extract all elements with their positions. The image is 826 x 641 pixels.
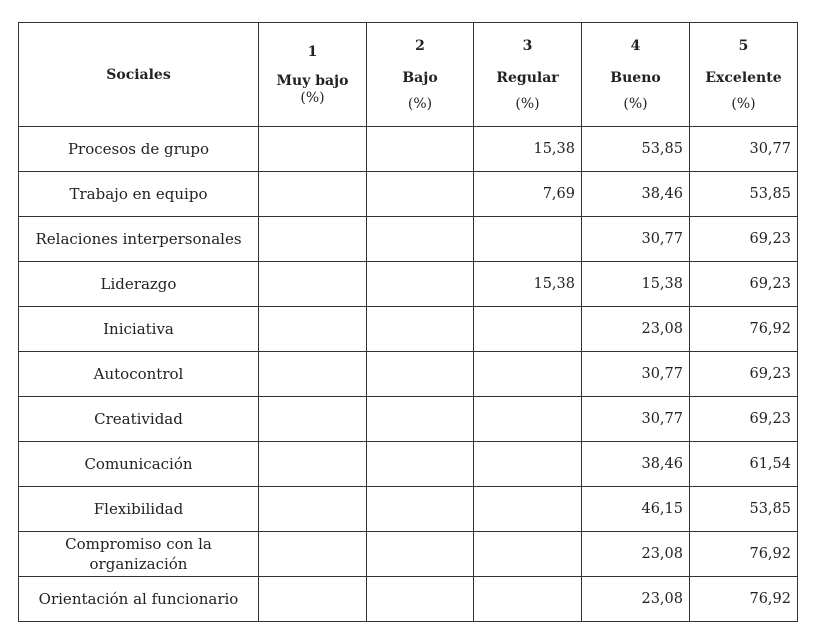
column-number: 3 bbox=[522, 37, 533, 54]
column-number: 1 bbox=[307, 43, 318, 60]
table-cell-col-1 bbox=[259, 577, 367, 622]
row-label: Procesos de grupo bbox=[19, 127, 259, 172]
table-cell-col-1 bbox=[259, 352, 367, 397]
table-cell-col-4: 46,15 bbox=[582, 487, 690, 532]
table-cell-col-1 bbox=[259, 397, 367, 442]
row-label: Trabajo en equipo bbox=[19, 172, 259, 217]
table-row bbox=[19, 577, 798, 622]
table-cell-col-5: 76,92 bbox=[690, 532, 798, 577]
table-body bbox=[19, 127, 798, 622]
table-cell-col-4: 15,38 bbox=[582, 262, 690, 307]
column-unit: (%) bbox=[407, 95, 433, 112]
column-label: Regular bbox=[496, 69, 559, 86]
table-cell-col-5: 30,77 bbox=[690, 127, 798, 172]
column-unit: (%) bbox=[300, 89, 325, 106]
table-cell-col-1 bbox=[259, 487, 367, 532]
table-cell-col-1 bbox=[259, 532, 367, 577]
table-cell-col-2 bbox=[367, 442, 474, 487]
table-cell-col-2 bbox=[367, 262, 474, 307]
table-cell-col-2 bbox=[367, 172, 474, 217]
column-label: Bajo bbox=[402, 69, 438, 86]
table-cell-col-2 bbox=[367, 127, 474, 172]
column-header-3 bbox=[474, 23, 582, 127]
table-cell-col-4: 38,46 bbox=[582, 172, 690, 217]
table-cell-col-5: 69,23 bbox=[690, 262, 798, 307]
social-skills-table bbox=[18, 22, 798, 622]
table-row bbox=[19, 442, 798, 487]
table-cell-col-3 bbox=[474, 352, 582, 397]
table-row bbox=[19, 127, 798, 172]
row-label: Relaciones interpersonales bbox=[19, 217, 259, 262]
table-cell-col-3 bbox=[474, 307, 582, 352]
row-label: Iniciativa bbox=[19, 307, 259, 352]
table-row bbox=[19, 487, 798, 532]
table-cell-col-5: 69,23 bbox=[690, 397, 798, 442]
column-label: Muy bajo bbox=[276, 72, 349, 89]
header-row bbox=[19, 23, 798, 127]
column-header-5 bbox=[690, 23, 798, 127]
row-label: Flexibilidad bbox=[19, 487, 259, 532]
column-header-2 bbox=[367, 23, 474, 127]
row-label-header: Sociales bbox=[19, 23, 259, 127]
table-cell-col-3 bbox=[474, 577, 582, 622]
column-unit: (%) bbox=[731, 95, 756, 112]
table-cell-col-5: 61,54 bbox=[690, 442, 798, 487]
column-header-4 bbox=[582, 23, 690, 127]
row-label: Autocontrol bbox=[19, 352, 259, 397]
table-cell-col-2 bbox=[367, 397, 474, 442]
table-cell-col-3 bbox=[474, 217, 582, 262]
table-cell-col-4: 23,08 bbox=[582, 577, 690, 622]
row-label: Liderazgo bbox=[19, 262, 259, 307]
table-row bbox=[19, 217, 798, 262]
table-cell-col-1 bbox=[259, 262, 367, 307]
column-unit: (%) bbox=[623, 95, 648, 112]
column-number: 5 bbox=[738, 37, 749, 54]
table-cell-col-3 bbox=[474, 532, 582, 577]
table-cell-col-5: 76,92 bbox=[690, 577, 798, 622]
column-number: 2 bbox=[415, 37, 425, 54]
table-cell-col-2 bbox=[367, 307, 474, 352]
table-cell-col-1 bbox=[259, 172, 367, 217]
table-cell-col-3: 15,38 bbox=[474, 127, 582, 172]
row-label: Creatividad bbox=[19, 397, 259, 442]
column-number: 4 bbox=[630, 37, 641, 54]
column-unit: (%) bbox=[515, 95, 540, 112]
table-cell-col-5: 76,92 bbox=[690, 307, 798, 352]
table-cell-col-2 bbox=[367, 487, 474, 532]
table-cell-col-3 bbox=[474, 487, 582, 532]
table-cell-col-5: 69,23 bbox=[690, 352, 798, 397]
table-row bbox=[19, 307, 798, 352]
table-header bbox=[19, 23, 798, 127]
table-cell-col-4: 23,08 bbox=[582, 532, 690, 577]
table-cell-col-5: 53,85 bbox=[690, 172, 798, 217]
table-cell-col-1 bbox=[259, 217, 367, 262]
table-row bbox=[19, 532, 798, 577]
table-cell-col-4: 53,85 bbox=[582, 127, 690, 172]
table-cell-col-4: 23,08 bbox=[582, 307, 690, 352]
table-cell-col-3 bbox=[474, 397, 582, 442]
column-header-1 bbox=[259, 23, 367, 127]
table-cell-col-5: 69,23 bbox=[690, 217, 798, 262]
table-cell-col-4: 30,77 bbox=[582, 397, 690, 442]
table-cell-col-4: 30,77 bbox=[582, 352, 690, 397]
table-row bbox=[19, 172, 798, 217]
row-label: Compromiso con la organización bbox=[19, 532, 259, 577]
table-cell-col-3: 15,38 bbox=[474, 262, 582, 307]
table-cell-col-3 bbox=[474, 442, 582, 487]
table-row bbox=[19, 397, 798, 442]
table-cell-col-1 bbox=[259, 127, 367, 172]
table-row bbox=[19, 262, 798, 307]
table-cell-col-2 bbox=[367, 577, 474, 622]
table-cell-col-2 bbox=[367, 352, 474, 397]
table-cell-col-2 bbox=[367, 532, 474, 577]
table-row bbox=[19, 352, 798, 397]
table-cell-col-5: 53,85 bbox=[690, 487, 798, 532]
table-cell-col-1 bbox=[259, 442, 367, 487]
table-cell-col-4: 30,77 bbox=[582, 217, 690, 262]
table-cell-col-3: 7,69 bbox=[474, 172, 582, 217]
column-label: Bueno bbox=[610, 69, 661, 86]
row-label: Orientación al funcionario bbox=[19, 577, 259, 622]
row-label: Comunicación bbox=[19, 442, 259, 487]
table-cell-col-4: 38,46 bbox=[582, 442, 690, 487]
column-label: Excelente bbox=[705, 69, 782, 86]
table-cell-col-1 bbox=[259, 307, 367, 352]
table-cell-col-2 bbox=[367, 217, 474, 262]
